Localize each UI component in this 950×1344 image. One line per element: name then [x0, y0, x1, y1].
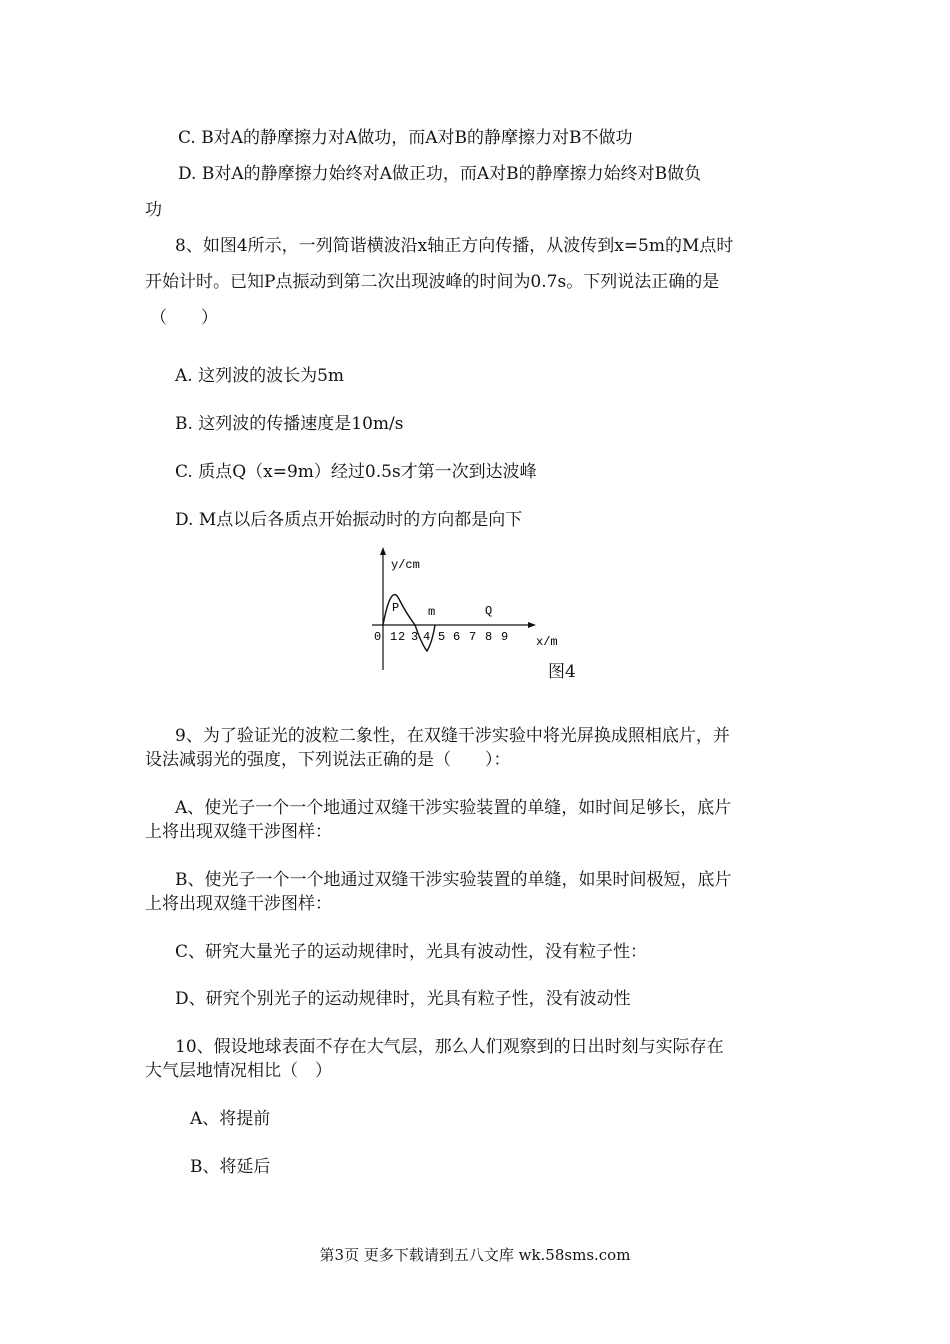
- x-tick-6: 6: [453, 630, 461, 644]
- q9-stem-line1: 9、为了验证光的波粒二象性，在双缝干涉实验中将光屏换成照相底片，并: [175, 726, 730, 746]
- figure-caption: 图4: [548, 662, 576, 682]
- point-q-label: Q: [485, 604, 493, 618]
- x-tick-2: 2: [398, 630, 406, 644]
- x-tick-7: 7: [469, 630, 477, 644]
- q8-option-a: A. 这列波的波长为5m: [175, 366, 345, 386]
- x-tick-9: 9: [501, 630, 509, 644]
- x-axis-label: x/m: [536, 635, 558, 649]
- q7-option-d-line1: D. B对A的静摩擦力始终对A做正功，而A对B的静摩擦力始终对B做负: [178, 164, 702, 184]
- q9-option-b-line1: B、使光子一个一个地通过双缝干涉实验装置的单缝，如果时间极短，底片: [175, 870, 732, 890]
- x-axis-arrow: [528, 622, 536, 628]
- q7-option-d-line2: 功: [145, 200, 162, 220]
- q9-stem-line2: 设法减弱光的强度，下列说法正确的是（ ）：: [145, 750, 511, 770]
- y-axis-arrow: [380, 547, 386, 555]
- x-tick-0: 0: [374, 630, 382, 644]
- q10-stem-line1: 10、假设地球表面不存在大气层，那么人们观察到的日出时刻与实际存在: [175, 1037, 724, 1057]
- wave-figure: [360, 545, 560, 675]
- q8-stem-line3: （ ）: [150, 308, 218, 328]
- q8-stem-line2: 开始计时。已知P点振动到第二次出现波峰的时间为0.7s。下列说法正确的是: [145, 272, 720, 292]
- q9-option-d: D、研究个别光子的运动规律时，光具有粒子性，没有波动性: [175, 989, 631, 1009]
- point-m-label: m: [428, 605, 436, 619]
- x-tick-4: 4: [423, 630, 431, 644]
- x-tick-8: 8: [485, 630, 493, 644]
- q9-option-a-line2: 上将出现双缝干涉图样：: [145, 822, 332, 842]
- q8-option-c: C. 质点Q（x=9m）经过0.5s才第一次到达波峰: [175, 462, 537, 482]
- q9-option-b-line2: 上将出现双缝干涉图样：: [145, 894, 332, 914]
- point-p-label: P: [392, 601, 400, 615]
- q10-stem-line2: 大气层地情况相比（ ）: [145, 1061, 332, 1081]
- x-tick-5: 5: [438, 630, 446, 644]
- x-tick-1: 1: [390, 630, 398, 644]
- q10-option-b: B、将延后: [190, 1157, 271, 1177]
- q10-option-a: A、将提前: [190, 1109, 271, 1129]
- q9-option-c: C、研究大量光子的运动规律时，光具有波动性，没有粒子性：: [175, 942, 648, 962]
- q8-option-d: D. M点以后各质点开始振动时的方向都是向下: [175, 510, 523, 530]
- x-tick-3: 3: [411, 630, 419, 644]
- wave-graph: [360, 545, 560, 675]
- y-axis-label: y/cm: [391, 558, 420, 572]
- q9-option-a-line1: A、使光子一个一个地通过双缝干涉实验装置的单缝，如时间足够长，底片: [175, 798, 732, 818]
- page-footer: 第3页 更多下载请到五八文库 wk.58sms.com: [319, 1246, 631, 1264]
- q8-stem-line1: 8、如图4所示，一列简谐横波沿x轴正方向传播，从波传到x=5m的M点时: [175, 236, 734, 256]
- q7-option-c: C. B对A的静摩擦力对A做功，而A对B的静摩擦力对B不做功: [178, 128, 633, 148]
- q8-option-b: B. 这列波的传播速度是10m/s: [175, 414, 404, 434]
